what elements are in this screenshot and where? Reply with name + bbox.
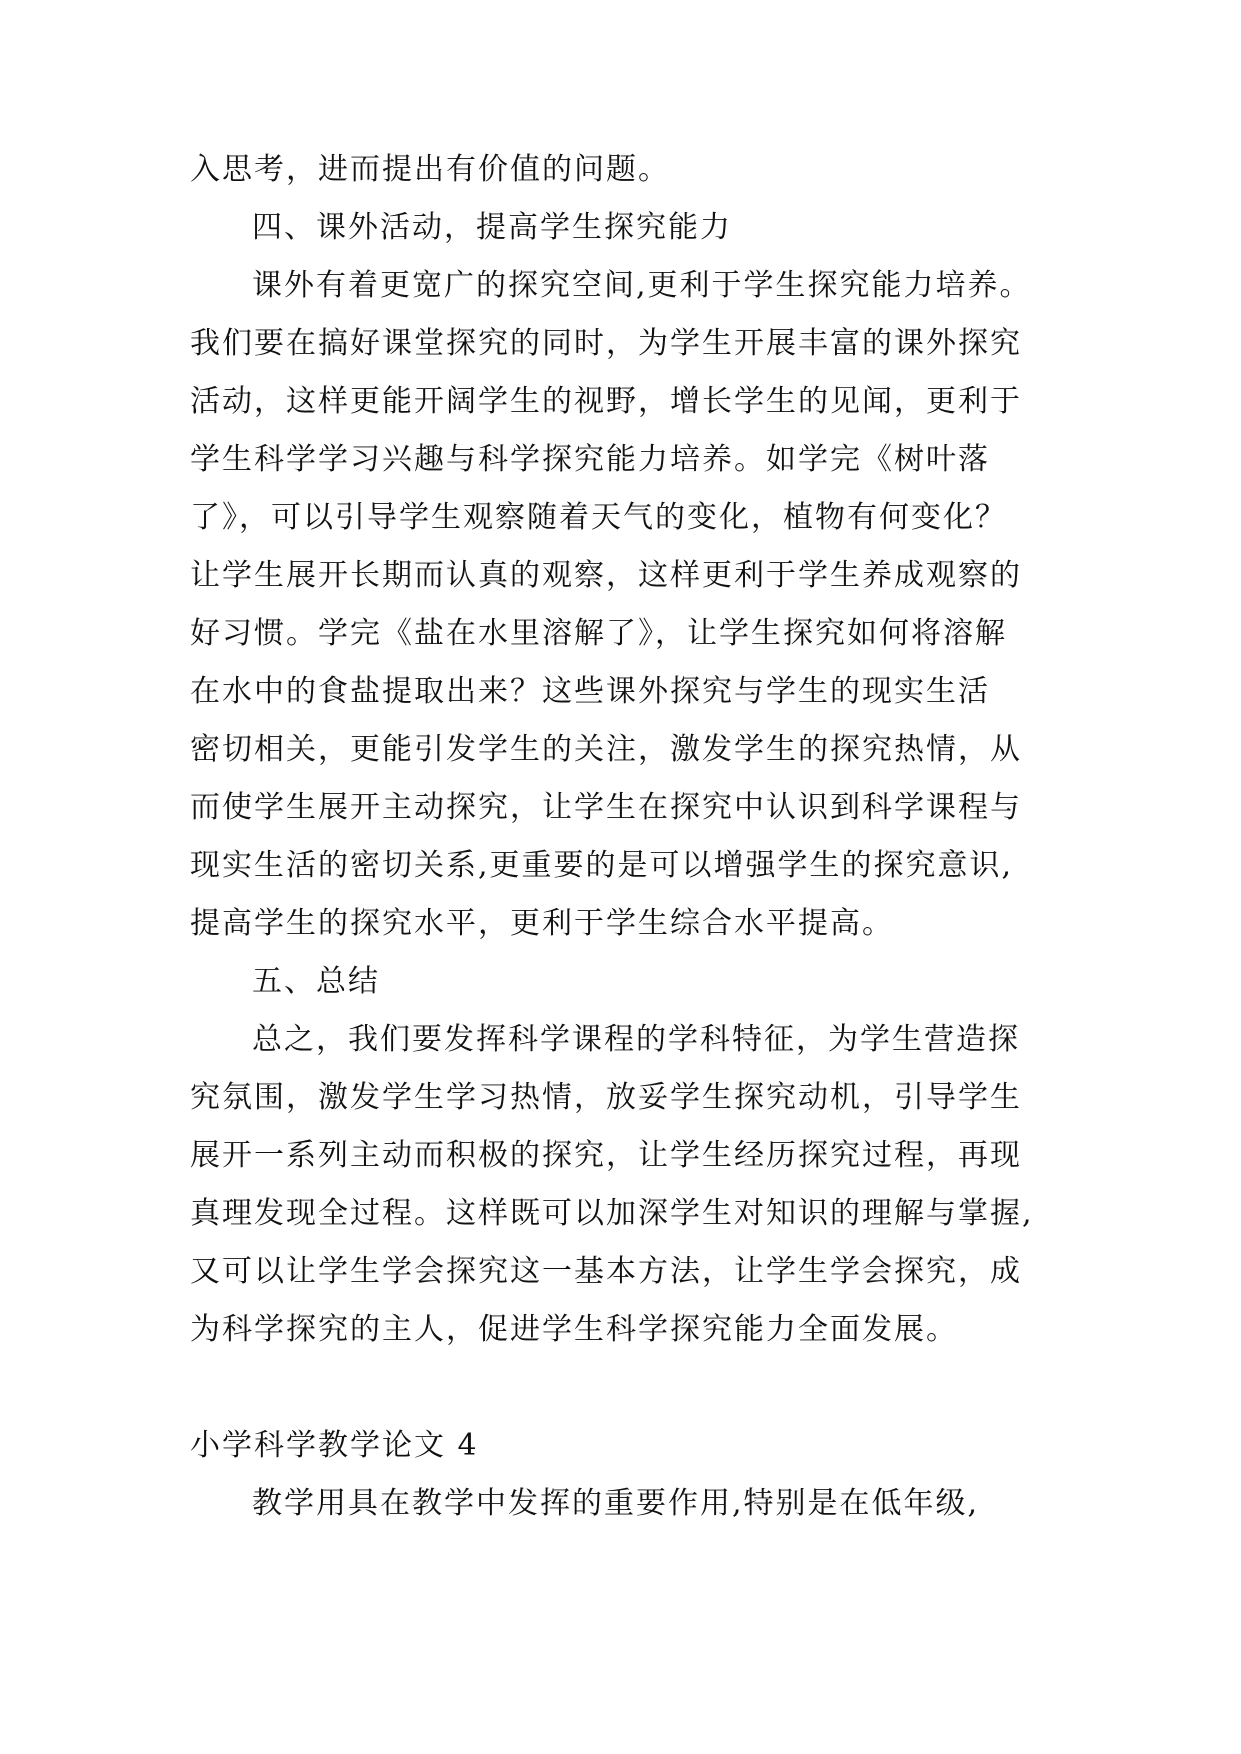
paragraph-line: 教学用具在教学中发挥的重要作用,特别是在低年级, — [252, 1486, 980, 1521]
paragraph-line: 提高学生的探究水平，更利于学生综合水平提高。 — [190, 906, 894, 941]
paragraph-line: 密切相关，更能引发学生的关注，激发学生的探究热情，从 — [190, 732, 1022, 767]
paragraph-line: 让学生展开长期而认真的观察，这样更利于学生养成观察的 — [190, 558, 1022, 593]
paragraph-line: 又可以让学生学会探究这一基本方法，让学生学会探究，成 — [190, 1254, 1022, 1289]
paragraph-line: 好习惯。学完《盐在水里溶解了》，让学生探究如何将溶解 — [190, 616, 1007, 651]
paragraph-line: 总之，我们要发挥科学课程的学科特征，为学生营造探 — [252, 1022, 1020, 1057]
section-heading-five: 五、总结 — [252, 964, 380, 999]
paragraph-line: 在水中的食盐提取出来？这些课外探究与学生的现实生活 — [190, 674, 990, 709]
paragraph-line: 我们要在搞好课堂探究的同时，为学生开展丰富的课外探究 — [190, 326, 1022, 361]
paragraph-line: 展开一系列主动而积极的探究，让学生经历探究过程，再现 — [190, 1138, 1022, 1173]
paragraph-line: 学生科学学习兴趣与科学探究能力培养。如学完《树叶落 — [190, 442, 990, 477]
paragraph-line: 为科学探究的主人，促进学生科学探究能力全面发展。 — [190, 1312, 958, 1347]
paragraph-line: 了》，可以引导学生观察随着天气的变化，植物有何变化？ — [190, 500, 1007, 535]
section-heading-four: 四、课外活动，提高学生探究能力 — [252, 210, 732, 245]
article-title: 小学科学教学论文 4 — [190, 1428, 479, 1463]
paragraph-line: 现实生活的密切关系,更重要的是可以增强学生的探究意识, — [190, 848, 1014, 883]
paragraph-line: 入思考，进而提出有价值的问题。 — [190, 152, 670, 187]
paragraph-line: 而使学生展开主动探究，让学生在探究中认识到科学课程与 — [190, 790, 1022, 825]
paragraph-line: 究氛围，激发学生学习热情，放妥学生探究动机，引导学生 — [190, 1080, 1022, 1115]
paragraph-line: 活动，这样更能开阔学生的视野，增长学生的见闻，更利于 — [190, 384, 1022, 419]
paragraph-line: 课外有着更宽广的探究空间,更利于学生探究能力培养。 — [252, 268, 1032, 303]
paragraph-line: 真理发现全过程。这样既可以加深学生对知识的理解与掌握, — [190, 1196, 1034, 1231]
